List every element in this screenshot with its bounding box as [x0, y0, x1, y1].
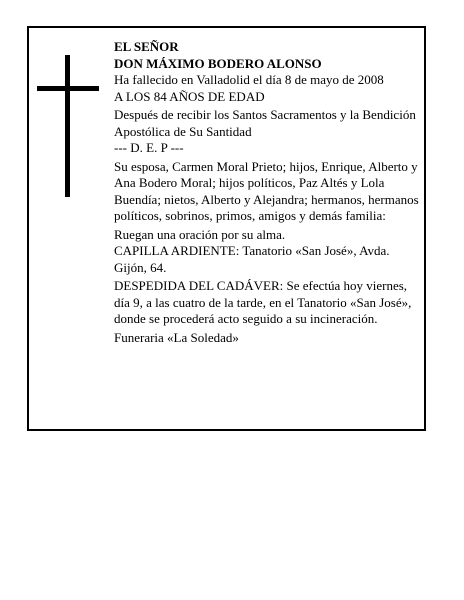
death-statement: Ha fallecido en Valladolid el día 8 de mayo de 2008	[114, 72, 384, 87]
notice-title: EL SEÑOR	[114, 39, 179, 54]
cross-icon	[37, 55, 99, 197]
prayer-request: Ruegan una oración por su alma.	[114, 226, 286, 242]
rip-line: --- D. E. P ---	[114, 140, 184, 155]
obituary-text	[114, 39, 420, 346]
deceased-name: DON MÁXIMO BODERO ALONSO	[114, 55, 322, 71]
farewell-info: DESPEDIDA DEL CADÁVER: Se efectúa hoy viernes, día 9, a las cuatro de la tarde, en el Tanatorio «San José», donde se procederá acto seguido a su incineración.	[114, 278, 412, 326]
family-statement: Su esposa, Carmen Moral Prieto; hijos, Enrique, Alberto y Ana Bodero Moral; hijos políticos, Paz Altés y Lola Buendía; nietos, Alberto y Alejandra; hermanos, hermanos políticos, sobrinos, primos, amigos y demás familia:	[114, 158, 419, 223]
cross-horizontal-bar	[37, 86, 99, 91]
funeral-home: Funeraria «La Soledad»	[114, 329, 239, 345]
age-statement: A LOS 84 AÑOS DE EDAD	[114, 88, 265, 104]
cross-vertical-bar	[65, 55, 70, 197]
sacraments-statement: Después de recibir los Santos Sacramentos y la Bendición Apostólica de Su Santidad	[114, 107, 416, 139]
chapel-info: CAPILLA ARDIENTE: Tanatorio «San José», Avda. Gijón, 64.	[114, 243, 390, 275]
